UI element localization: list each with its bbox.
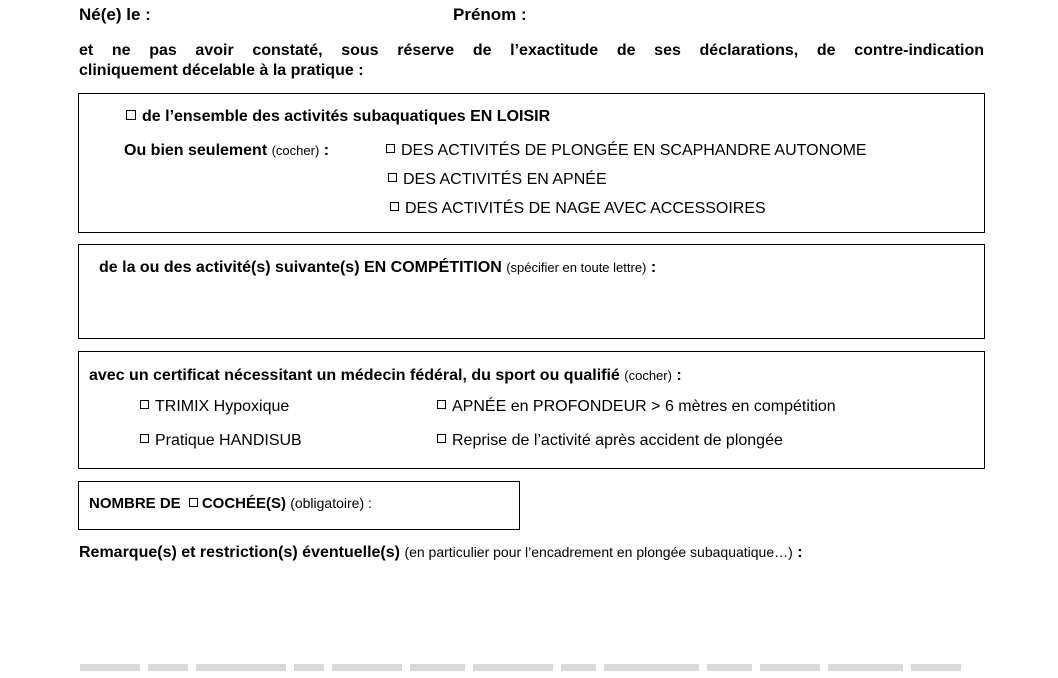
certificate-option-label: APNÉE en PROFONDEUR > 6 mètres en compétition [452,398,836,415]
checkbox-icon[interactable] [388,173,397,182]
certificate-label: avec un certificat nécessitant un médecin fédéral, du sport ou qualifié [89,367,620,384]
count-line [89,495,372,512]
competition-line [99,259,656,277]
certificate-option-label: TRIMIX Hypoxique [155,398,290,415]
certificate-colon: : [676,367,682,384]
leisure-option-label: DES ACTIVITÉS DE NAGE AVEC ACCESSOIRES [405,200,766,217]
certificate-option-resume[interactable] [437,432,783,450]
certificate-hint: (cocher) [624,368,672,383]
leisure-option-label: DES ACTIVITÉS DE PLONGÉE EN SCAPHANDRE AUTONOME [401,142,867,159]
checkbox-icon[interactable] [140,434,149,443]
leisure-all-label: de l’ensemble des activités subaquatiques EN LOISIR [142,108,551,125]
leisure-only-label: Ou bien seulement [124,142,268,159]
leisure-option-label: DES ACTIVITÉS EN APNÉE [403,171,607,188]
leisure-only-hint: (cocher) [271,143,320,158]
born-label: Né(e) le : [79,5,151,24]
leisure-option-scuba[interactable] [386,142,867,160]
competition-colon: : [650,259,657,276]
leisure-option-apnea[interactable] [388,171,607,189]
certificate-option-handisub[interactable] [140,432,302,450]
certificate-option-label: Reprise de l’activité après accident de plongée [452,432,783,449]
remarks-area[interactable] [79,574,985,654]
remarks-hint: (en particulier pour l’encadrement en plongée subaquatique…) [404,544,793,560]
competition-hint: (spécifier en toute lettre) [506,260,647,275]
intro-line-2: cliniquement décelable à la pratique : [79,62,364,79]
certificate-line [89,367,682,385]
competition-label: de la ou des activité(s) suivante(s) EN COMPÉTITION [99,259,502,276]
checkbox-icon [189,498,198,507]
count-hint: (obligatoire) : [290,495,372,511]
remarks-line [79,544,803,562]
checkbox-icon[interactable] [386,144,395,153]
intro-line-1: et ne pas avoir constaté, sous réserve de l’exactitude de ses déclarations, de contre-indication [79,42,984,59]
checkbox-icon[interactable] [437,400,446,409]
count-label-after: COCHÉE(S) [201,495,287,512]
leisure-only-line [124,142,329,160]
leisure-option-swim[interactable] [390,200,766,218]
firstname-label: Prénom : [453,5,527,24]
checkbox-icon[interactable] [390,202,399,211]
leisure-only-colon: : [323,142,330,159]
checkbox-icon[interactable] [126,110,136,120]
cut-off-text-line [80,664,985,678]
certificate-option-label: Pratique HANDISUB [155,432,302,449]
remarks-colon: : [797,544,803,561]
remarks-label: Remarque(s) et restriction(s) éventuelle(s) [79,544,400,561]
checkbox-icon[interactable] [140,400,149,409]
certificate-option-apnea-depth[interactable] [437,398,836,416]
count-label-before: NOMBRE DE [89,495,181,512]
certificate-option-trimix[interactable] [140,398,289,416]
leisure-all-option[interactable] [126,108,550,126]
checkbox-icon[interactable] [437,434,446,443]
